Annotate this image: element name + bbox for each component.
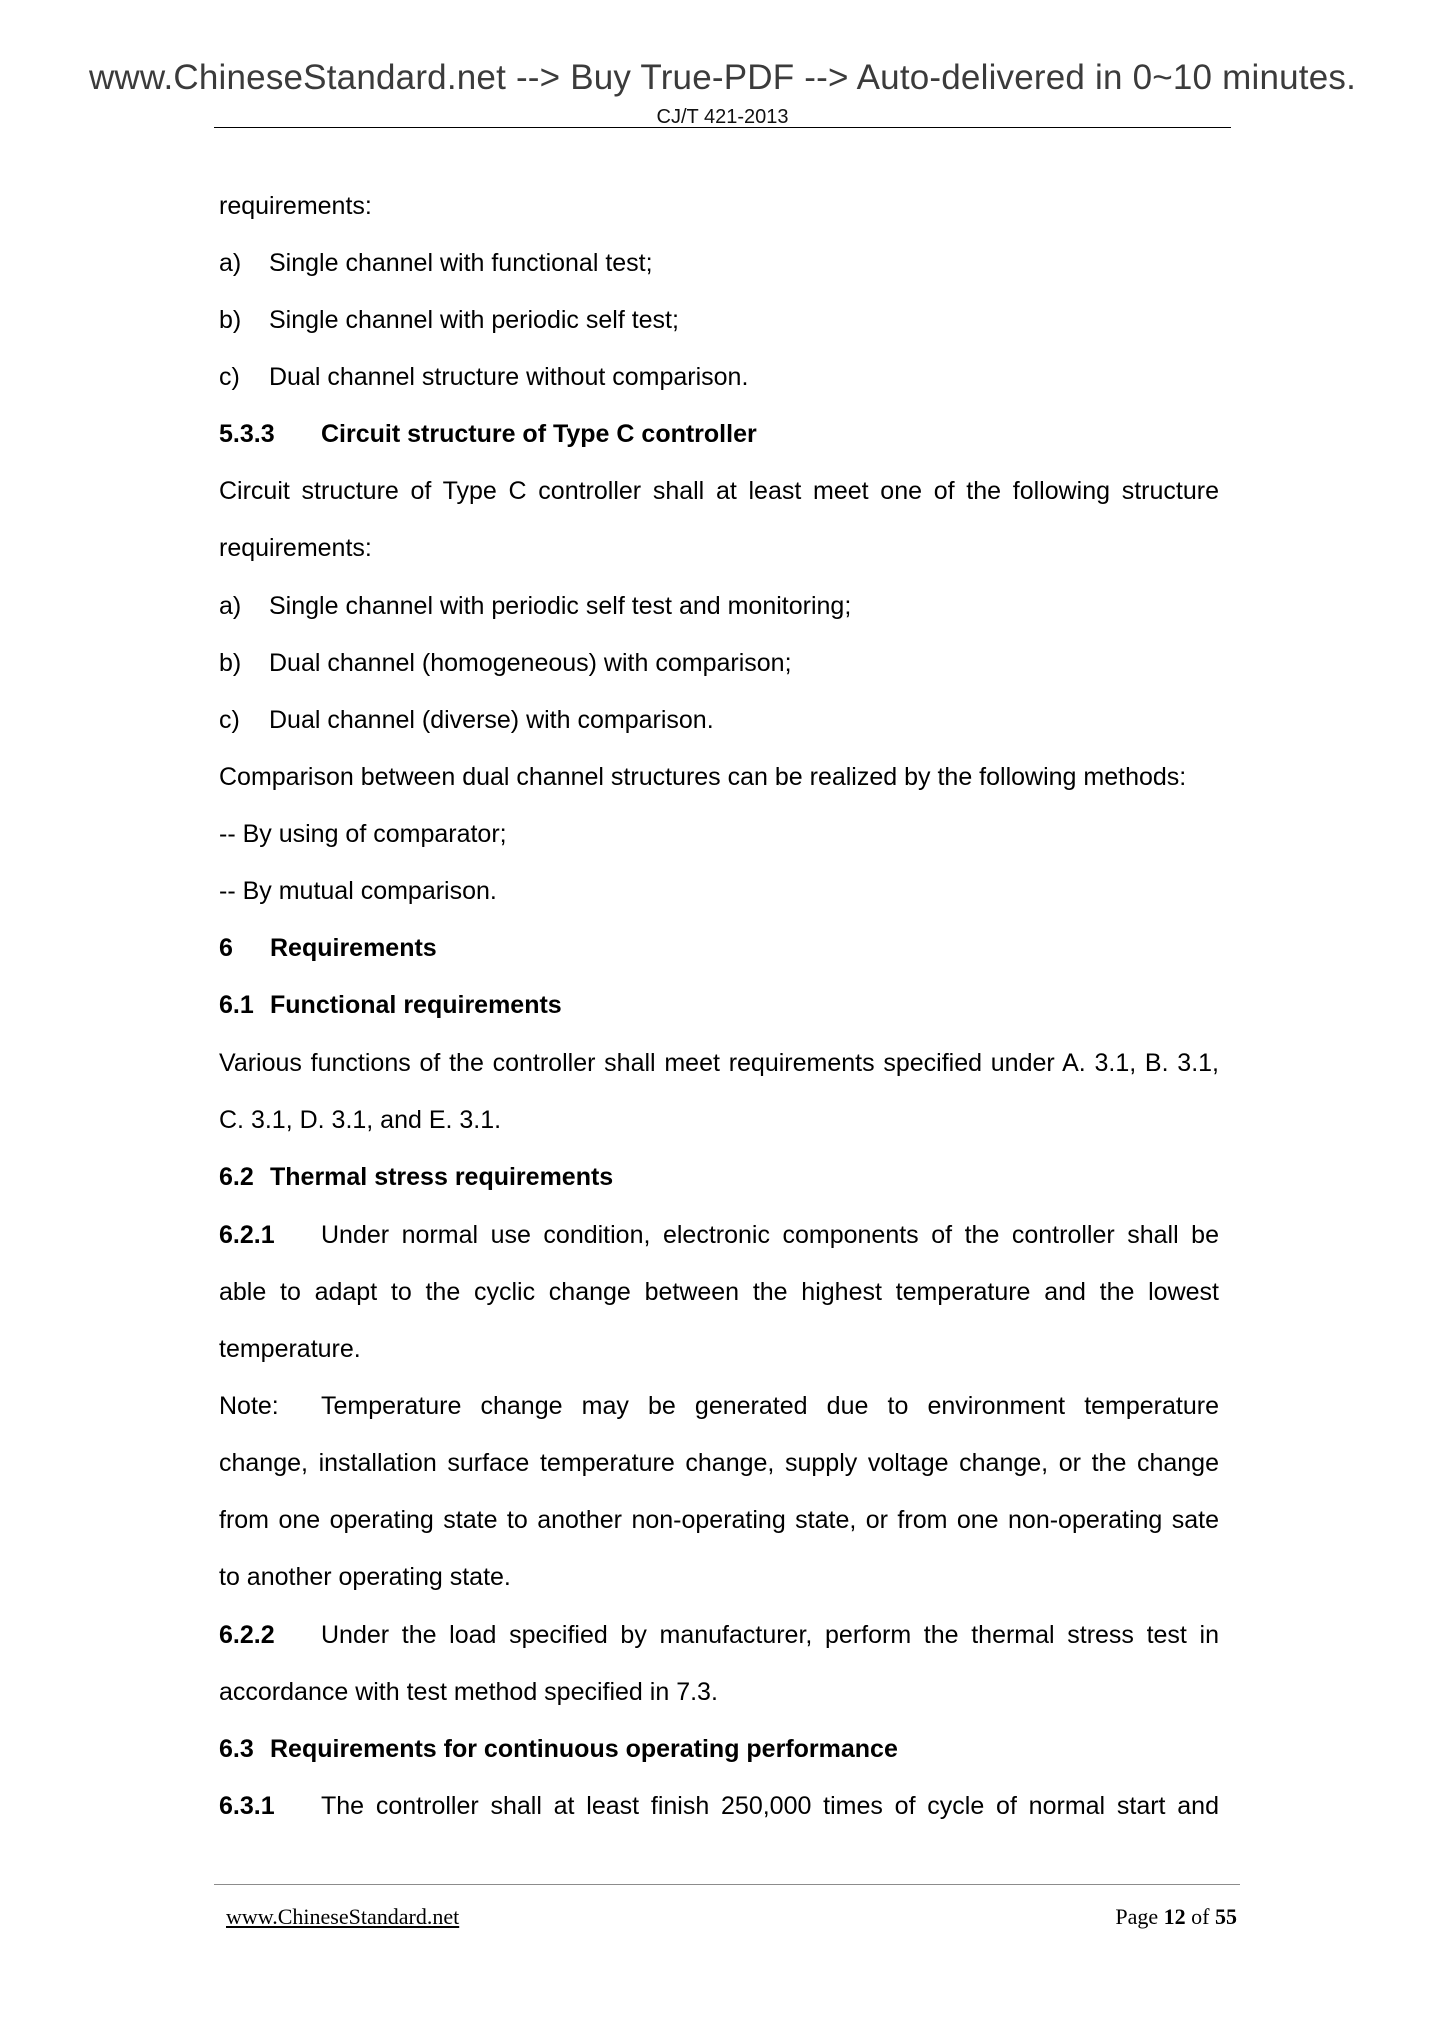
paragraph-line: temperature. (219, 1335, 361, 1363)
list-marker: b) (219, 306, 242, 334)
paragraph-line: accordance with test method specified in 7.3. (219, 1678, 718, 1706)
section-heading (219, 989, 1219, 1021)
section-title: Thermal stress requirements (270, 1163, 614, 1191)
section-heading (219, 1733, 1219, 1765)
list-marker: a) (219, 249, 242, 277)
paragraph-line: requirements: (219, 534, 372, 562)
list-item-text: Single channel with periodic self test and monitoring; (269, 592, 852, 620)
section-heading (219, 1161, 1219, 1193)
footer-divider (214, 1884, 1240, 1885)
list-item-text: Dual channel structure without comparison. (269, 363, 749, 391)
section-number: 6.2 (219, 1163, 254, 1191)
section-number: 6 (219, 934, 233, 962)
list-marker: b) (219, 649, 242, 677)
note-line (219, 1390, 1219, 1422)
clause-line (219, 1219, 1219, 1251)
section-number: 6.1 (219, 991, 254, 1019)
page-of: of (1191, 1904, 1210, 1929)
section-title: Requirements for continuous operating performance (270, 1735, 898, 1763)
section-title: Circuit structure of Type C controller (321, 420, 757, 448)
list-item-text: Single channel with periodic self test; (269, 306, 679, 334)
list-item (219, 704, 1219, 736)
paragraph-line: change, installation surface temperature change, supply voltage change, or the change (219, 1449, 1219, 1477)
footer-site-link[interactable]: www.ChineseStandard.net (226, 1904, 460, 1929)
page-current: 12 (1163, 1904, 1186, 1929)
clause-text: The controller shall at least finish 250,000 times of cycle of normal start and (321, 1792, 1219, 1820)
list-item-text: Dual channel (diverse) with comparison. (269, 706, 714, 734)
page-total: 55 (1215, 1904, 1237, 1929)
section-title: Requirements (270, 934, 437, 962)
note-text: Temperature change may be generated due to environment temperature (321, 1392, 1219, 1420)
section-title: Functional requirements (270, 991, 562, 1019)
clause-number: 6.2.2 (219, 1621, 275, 1649)
clause-line (219, 1790, 1219, 1822)
clause-text: Under normal use condition, electronic components of the controller shall be (321, 1221, 1219, 1249)
clause-text: Under the load specified by manufacturer, perform the thermal stress test in (321, 1621, 1219, 1649)
page-number (1115, 1903, 1237, 1931)
list-marker: c) (219, 363, 240, 391)
clause-number: 6.2.1 (219, 1221, 275, 1249)
list-item (219, 304, 1219, 336)
paragraph-line: Circuit structure of Type C controller shall at least meet one of the following structure (219, 477, 1219, 505)
note-label: Note: (219, 1392, 279, 1420)
section-number: 5.3.3 (219, 420, 275, 448)
standard-code: CJ/T 421-2013 (656, 106, 789, 128)
paragraph-line: able to adapt to the cyclic change between the highest temperature and the lowest (219, 1278, 1219, 1306)
list-item (219, 247, 1219, 279)
paragraph-line: requirements: (219, 192, 372, 220)
list-marker: a) (219, 592, 242, 620)
header-divider (214, 127, 1231, 128)
paragraph-line: Comparison between dual channel structures can be realized by the following methods: (219, 763, 1187, 791)
dash-list-item: -- By mutual comparison. (219, 877, 497, 905)
section-heading (219, 932, 1219, 964)
section-heading (219, 418, 1219, 450)
page-label: Page (1115, 1904, 1159, 1929)
clause-line (219, 1619, 1219, 1651)
paragraph-line: C. 3.1, D. 3.1, and E. 3.1. (219, 1106, 502, 1134)
top-banner: www.ChineseStandard.net --> Buy True-PDF --> Auto-delivered in 0~10 minutes. (88, 58, 1357, 97)
list-item-text: Dual channel (homogeneous) with comparison; (269, 649, 792, 677)
paragraph-line: to another operating state. (219, 1563, 511, 1591)
section-number: 6.3 (219, 1735, 254, 1763)
list-item (219, 590, 1219, 622)
clause-number: 6.3.1 (219, 1792, 275, 1820)
list-item-text: Single channel with functional test; (269, 249, 653, 277)
dash-list-item: -- By using of comparator; (219, 820, 507, 848)
paragraph-line: from one operating state to another non-operating state, or from one non-operating sate (219, 1506, 1219, 1534)
list-item (219, 361, 1219, 393)
list-marker: c) (219, 706, 240, 734)
list-item (219, 647, 1219, 679)
paragraph-line: Various functions of the controller shall meet requirements specified under A. 3.1, B. 3.1, (219, 1049, 1219, 1077)
